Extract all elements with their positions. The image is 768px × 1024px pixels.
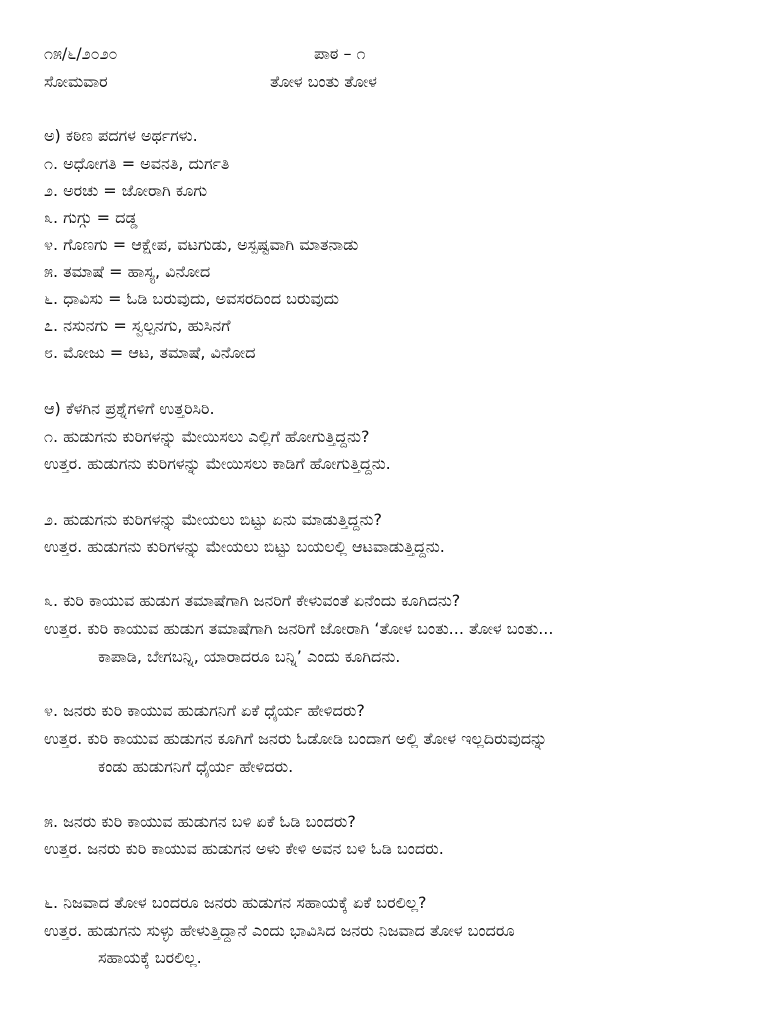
header-day: ಸೋಮವಾರ [44, 72, 108, 91]
question: ೨. ಹುಡುಗನು ಕುರಿಗಳನ್ನು ಮೇಯಲು ಬಿಟ್ಟು ಏನು ಮಾಡುತ್ತಿದ್ದನು? [44, 510, 382, 529]
header-lesson: ಪಾಠ – ೧ [314, 44, 366, 63]
meaning-item: ೨. ಅರಚು = ಜೋರಾಗಿ ಕೂಗು [44, 181, 208, 200]
meaning-item: ೧. ಅಧೋಗತಿ = ಅವನತಿ, ದುರ್ಗತಿ [44, 154, 230, 173]
meaning-item: ೪. ಗೊಣಗು = ಆಕ್ಷೇಪ, ವಟಗುಡು, ಅಸ್ಪಷ್ಟವಾಗಿ ಮಾತನಾಡು [44, 235, 359, 254]
answer-continued: ಸಹಾಯಕ್ಕೆ ಬರಲಿಲ್ಲ. [98, 948, 202, 967]
question: ೩. ಕುರಿ ಕಾಯುವ ಹುಡುಗ ತಮಾಷೆಗಾಗಿ ಜನರಿಗೆ ಕೇಳುವಂತೆ ಏನೆಂದು ಕೂಗಿದನು? [44, 591, 461, 610]
answer: ಉತ್ತರ. ಹುಡುಗನು ಕುರಿಗಳನ್ನು ಮೇಯಲು ಬಿಟ್ಟು ಬಯಲಲ್ಲಿ ಆಟವಾಡುತ್ತಿದ್ದನು. [44, 537, 445, 556]
section-b-heading: ಆ) ಕೆಳಗಿನ ಪ್ರಶ್ನೆಗಳಿಗೆ ಉತ್ತರಿಸಿರಿ. [44, 399, 215, 418]
answer-continued: ಕಾಪಾಡಿ, ಬೇಗಬನ್ನಿ, ಯಾರಾದರೂ ಬನ್ನಿ’ ಎಂದು ಕೂಗಿದನು. [98, 647, 401, 666]
answer: ಉತ್ತರ. ಜನರು ಕುರಿ ಕಾಯುವ ಹುಡುಗನ ಅಳು ಕೇಳಿ ಅವನ ಬಳಿ ಓಡಿ ಬಂದರು. [44, 839, 444, 858]
section-a-heading: ಅ) ಕಠಿಣ ಪದಗಳ ಅರ್ಥಗಳು. [44, 126, 198, 145]
answer: ಉತ್ತರ. ಕುರಿ ಕಾಯುವ ಹುಡುಗ ತಮಾಷೆಗಾಗಿ ಜನರಿಗೆ ಜೋರಾಗಿ ‘ತೋಳ ಬಂತು... ತೋಳ ಬಂತು... [44, 619, 554, 638]
meaning-item: ೫. ತಮಾಷೆ = ಹಾಸ್ಯ, ವಿನೋದ [44, 262, 211, 281]
header-title: ತೋಳ ಬಂತು ತೋಳ [270, 72, 377, 91]
meaning-item: ೭. ನಸುನಗು = ಸ್ವಲ್ಪನಗು, ಹುಸಿನಗೆ [44, 316, 231, 335]
question: ೪. ಜನರು ಕುರಿ ಕಾಯುವ ಹುಡುಗನಿಗೆ ಏಕೆ ಧೈರ್ಯ ಹೇಳಿದರು? [44, 701, 365, 720]
answer-continued: ಕಂಡು ಹುಡುಗನಿಗೆ ಧೈರ್ಯ ಹೇಳಿದರು. [98, 757, 294, 776]
answer: ಉತ್ತರ. ಹುಡುಗನು ಸುಳ್ಳು ಹೇಳುತ್ತಿದ್ದಾನೆ ಎಂದು ಭಾವಿಸಿದ ಜನರು ನಿಜವಾದ ತೋಳ ಬಂದರೂ [44, 921, 515, 940]
meaning-item: ೮. ಮೋಜು = ಆಟ, ತಮಾಷೆ, ವಿನೋದ [44, 343, 256, 362]
meaning-item: ೩. ಗುಗ್ಗು = ದಡ್ಡ [44, 208, 138, 227]
answer: ಉತ್ತರ. ಕುರಿ ಕಾಯುವ ಹುಡುಗನ ಕೂಗಿಗೆ ಜನರು ಓಡೋಡಿ ಬಂದಾಗ ಅಲ್ಲಿ ತೋಳ ಇಲ್ಲದಿರುವುದನ್ನು [44, 729, 548, 748]
answer: ಉತ್ತರ. ಹುಡುಗನು ಕುರಿಗಳನ್ನು ಮೇಯಿಸಲು ಕಾಡಿಗೆ ಹೋಗುತ್ತಿದ್ದನು. [44, 454, 391, 473]
question: ೧. ಹುಡುಗನು ಕುರಿಗಳನ್ನು ಮೇಯಿಸಲು ಎಲ್ಲಿಗೆ ಹೋಗುತ್ತಿದ್ದನು? [44, 427, 370, 446]
question: ೫. ಜನರು ಕುರಿ ಕಾಯುವ ಹುಡುಗನ ಬಳಿ ಏಕೆ ಓಡಿ ಬಂದರು? [44, 812, 356, 831]
header-date: ೧೫/೬/೨೦೨೦ [44, 44, 118, 63]
meaning-item: ೬. ಧಾವಿಸು = ಓಡಿ ಬರುವುದು, ಅವಸರದಿಂದ ಬರುವುದು [44, 289, 340, 308]
question: ೬. ನಿಜವಾದ ತೋಳ ಬಂದರೂ ಜನರು ಹುಡುಗನ ಸಹಾಯಕ್ಕೆ ಏಕೆ ಬರಲಿಲ್ಲ? [44, 893, 427, 912]
